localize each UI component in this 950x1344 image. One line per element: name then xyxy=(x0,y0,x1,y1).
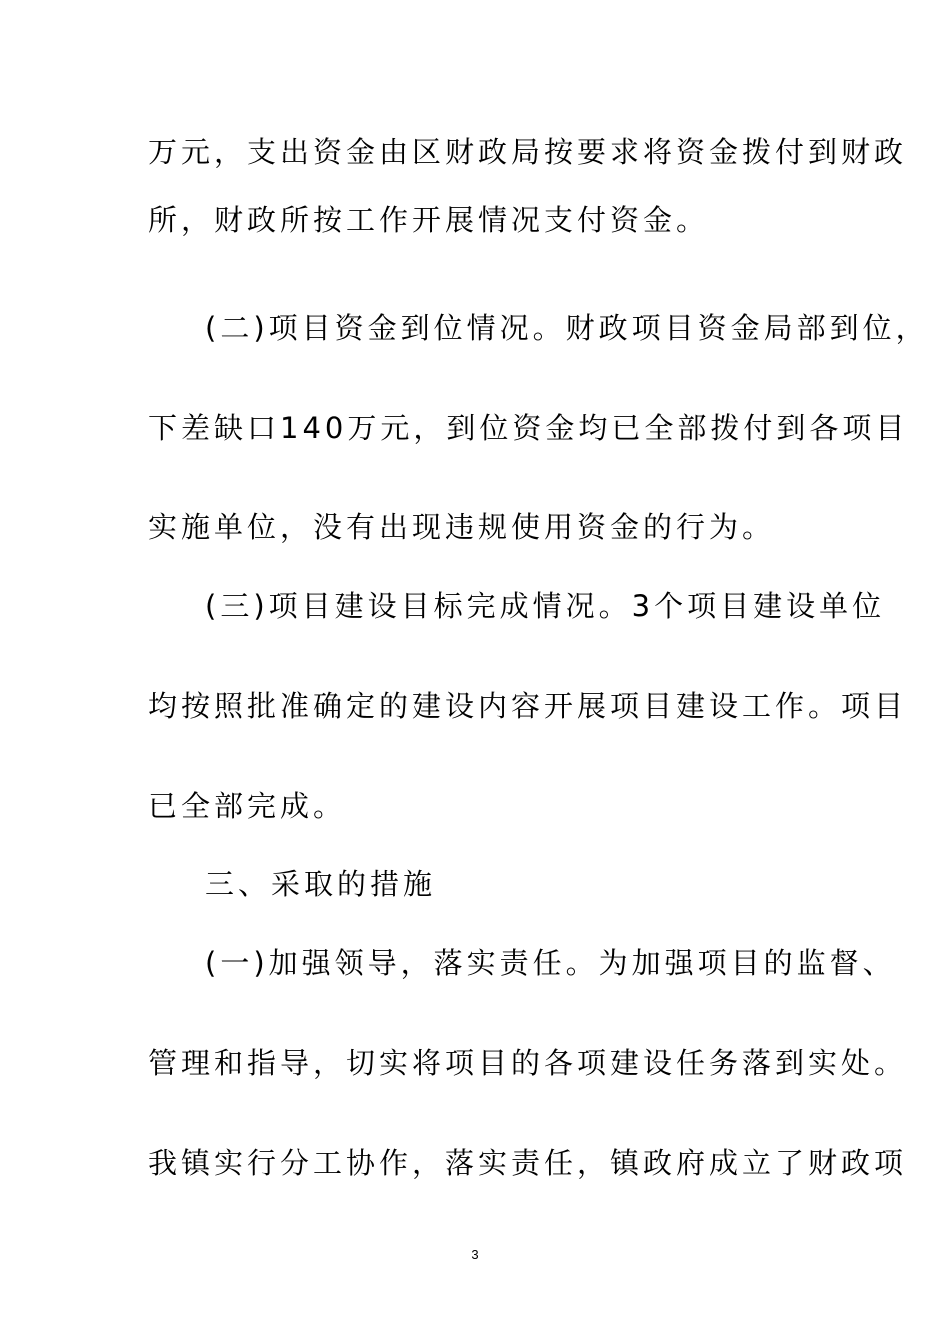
text-line: (二)项目资金到位情况。财政项目资金局部到位， xyxy=(205,311,929,345)
text-line: 下差缺口140万元，到位资金均已全部拨付到各项目 xyxy=(148,411,909,445)
text-line: (一)加强领导，落实责任。为加强项目的监督、 xyxy=(205,946,896,980)
text-line: (三)项目建设目标完成情况。3个项目建设单位 xyxy=(205,589,886,623)
text-line: 均按照批准确定的建设内容开展项目建设工作。项目 xyxy=(148,689,908,723)
text-line: 我镇实行分工协作，落实责任，镇政府成立了财政项 xyxy=(148,1146,908,1180)
text-line: 万元，支出资金由区财政局按要求将资金拨付到财政 xyxy=(148,135,908,169)
text-line: 所，财政所按工作开展情况支付资金。 xyxy=(148,203,710,237)
page-number: 3 xyxy=(471,1247,479,1262)
text-line: 管理和指导，切实将项目的各项建设任务落到实处。 xyxy=(148,1046,908,1080)
section-heading: 三、采取的措施 xyxy=(205,867,437,901)
text-line: 实施单位，没有出现违规使用资金的行为。 xyxy=(148,510,776,544)
text-line: 已全部完成。 xyxy=(148,789,347,823)
